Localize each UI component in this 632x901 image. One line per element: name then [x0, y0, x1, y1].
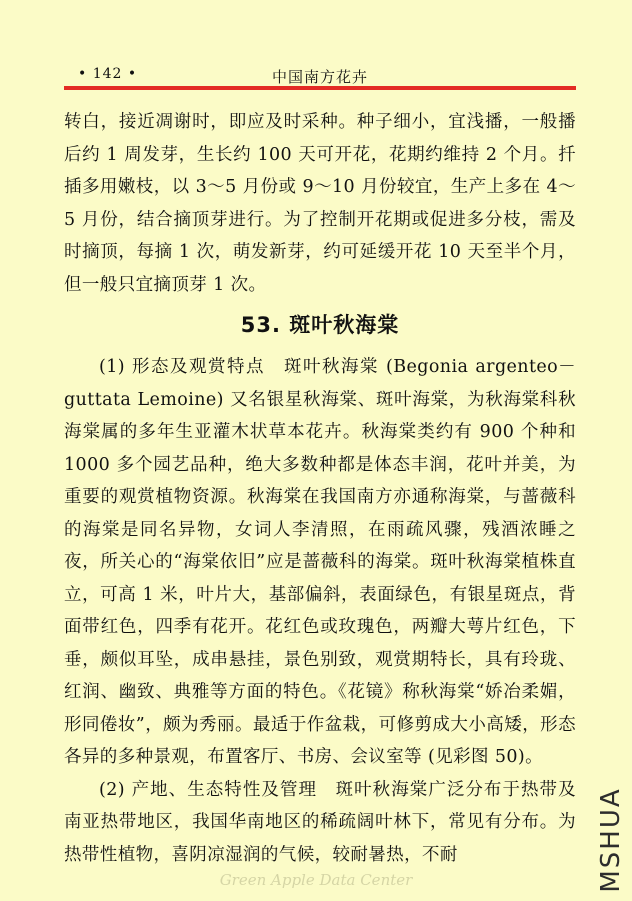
- running-title: 中国南方花卉: [271, 68, 368, 86]
- footer-watermark: Green Apple Data Center: [219, 871, 413, 889]
- page-header: [64, 66, 576, 90]
- side-watermark-text: MSHUA: [596, 787, 626, 893]
- header-rule: [64, 86, 576, 90]
- section-heading: 53. 斑叶秋海棠: [240, 313, 400, 337]
- page-content: [64, 106, 576, 871]
- body-paragraph-2: (1) 形态及观赏特点 斑叶秋海棠 (Begonia argenteo－guttata Lemoine) 又名银星秋海棠、斑叶海棠，为秋海棠科秋海棠属的多年生亚灌木状草本花卉。秋海棠类约有 900 个种和 1000 多个园艺品种，绝大多数种都是体态丰润，花叶并美，为重要的观赏植物资源。秋海棠在我国南方亦通称海棠，与蔷薇科的海棠是同名异物，女词人李清照，在雨疏风骤，残酒浓睡之夜，所关心的“海棠依旧”应是蔷薇科的海棠。斑叶秋海棠植株直立，可高 1 米，叶片大，基部偏斜，表面绿色，有银星斑点，背面带红色，四季有花开。花红色或玫瑰色，两瓣大萼片红色，下垂，颇似耳坠，成串悬挂，景色别致，观赏期特长，具有玲珑、红润、幽致、典雅等方面的特色。《花镜》称秋海棠“娇冶柔媚，形同倦妆”，颇为秀丽。最适于作盆栽，可修剪成大小高矮，形态各异的多种景观，布置客厅、书房、会议室等 (见彩图 50)。: [64, 357, 576, 767]
- page-number: • 142 •: [78, 66, 138, 82]
- body-paragraph-1: 转白，接近凋谢时，即应及时采种。种子细小，宜浅播，一般播后约 1 周发芽，生长约 100 天可开花，花期约维持 2 个月。扦插多用嫩枝，以 3～5 月份或 9～10 月份较宜，生产上多在 4～5 月份，结合摘顶芽进行。为了控制开花期或促进多分枝，需及时摘顶，每摘 1 次，萌发新芽，约可延缓开花 10 天至半个月，但一般只宜摘顶芽 1 次。: [64, 112, 576, 295]
- body-paragraph-3: (2) 产地、生态特性及管理 斑叶秋海棠广泛分布于热带及南亚热带地区，我国华南地区的稀疏阔叶林下，常见有分布。为热带性植物，喜阴凉湿润的气候，较耐暑热，不耐: [64, 779, 576, 865]
